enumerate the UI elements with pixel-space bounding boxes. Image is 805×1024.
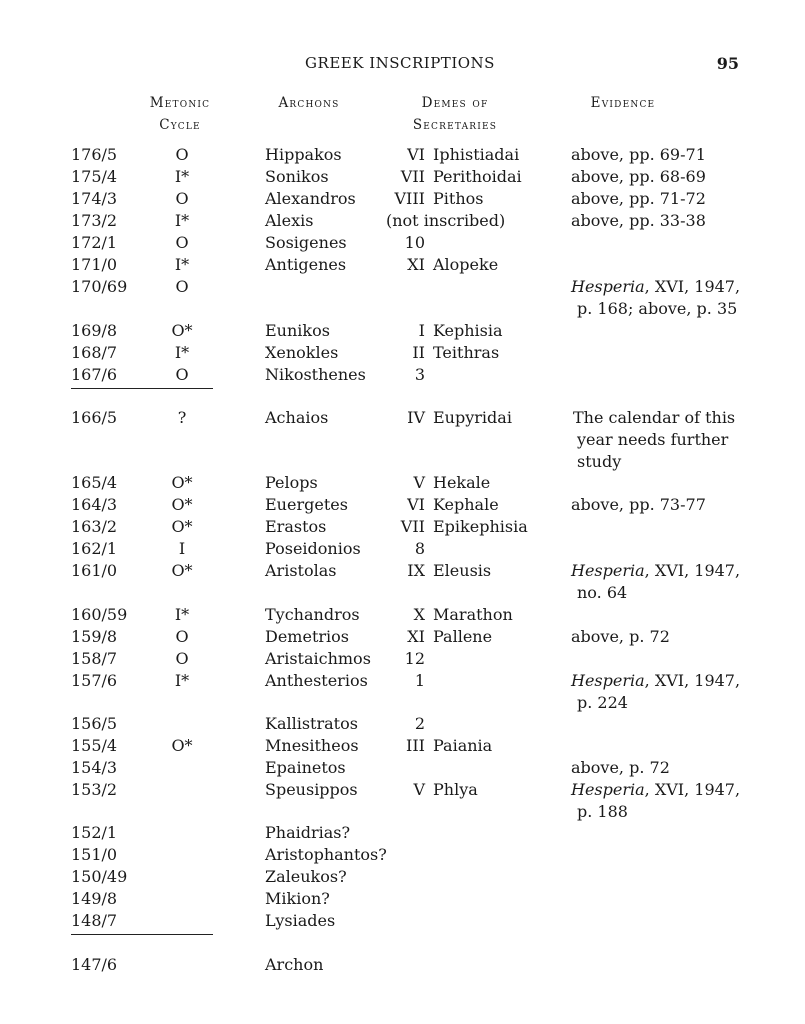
column-header-line: Secretaries <box>412 117 498 133</box>
table-row <box>0 144 805 166</box>
column-header-metonic-cycle <box>130 92 230 136</box>
table-row <box>0 276 805 298</box>
column-header-line: Metonic <box>149 95 211 111</box>
cycle-cell: O* <box>171 517 193 536</box>
journal-title: Hesperia <box>571 671 645 690</box>
deme-cell: Pallene <box>433 627 493 646</box>
tribe-number-cell: 1 <box>414 671 425 690</box>
year-cell: 168/7 <box>71 343 118 362</box>
archon-cell: Nikosthenes <box>265 365 366 384</box>
cycle-cell: ? <box>177 408 187 427</box>
table-row <box>0 735 805 757</box>
evidence-cell: above, pp. 33-38 <box>571 211 706 230</box>
cycle-cell: I* <box>174 605 190 624</box>
year-cell: 150/49 <box>71 867 128 886</box>
table-row <box>0 516 805 538</box>
archon-cell: Alexis <box>265 211 314 230</box>
table-row <box>0 364 805 386</box>
year-cell: 159/8 <box>71 627 118 646</box>
running-head <box>0 54 805 76</box>
tribe-number-cell: 2 <box>414 714 425 733</box>
table-row <box>0 648 805 670</box>
tribe-number-cell: VI <box>407 145 425 164</box>
evidence-cell: above, pp. 69-71 <box>571 145 706 164</box>
table-row <box>0 757 805 779</box>
page-title: GREEK INSCRIPTIONS <box>305 54 495 72</box>
column-header-evidence <box>575 92 671 114</box>
table-row <box>0 954 805 976</box>
column-header-line: Archons <box>278 95 340 111</box>
cycle-cell: I* <box>174 255 190 274</box>
year-cell: 162/1 <box>71 539 118 558</box>
table-row <box>0 472 805 494</box>
archon-cell: Euergetes <box>265 495 348 514</box>
deme-cell: Eupyridai <box>433 408 512 427</box>
year-cell: 148/7 <box>71 911 118 930</box>
tribe-number-cell: 8 <box>414 539 425 558</box>
year-cell: 164/3 <box>71 495 118 514</box>
deme-cell: Phlya <box>433 780 478 799</box>
tribe-number-cell: VII <box>400 517 425 536</box>
journal-title: Hesperia <box>571 277 645 296</box>
table-row <box>0 188 805 210</box>
year-cell: 154/3 <box>71 758 118 777</box>
year-cell: 158/7 <box>71 649 118 668</box>
year-cell: 160/59 <box>71 605 128 624</box>
tribe-number-cell: XI <box>407 627 425 646</box>
deme-cell: Epikephisia <box>433 517 528 536</box>
table-row-continuation <box>0 801 805 823</box>
year-cell: 166/5 <box>71 408 118 427</box>
table-row <box>0 232 805 254</box>
archon-cell: Epainetos <box>265 758 346 777</box>
year-cell: 157/6 <box>71 671 118 690</box>
cycle-cell: O* <box>171 321 193 340</box>
deme-cell: Iphistiadai <box>433 145 520 164</box>
cycle-cell: I* <box>174 671 190 690</box>
table-row <box>0 910 805 932</box>
evidence-cell: The calendar of this <box>573 408 736 427</box>
tribe-number-cell: 10 <box>404 233 425 252</box>
year-cell: 152/1 <box>71 823 118 842</box>
page-number: 95 <box>716 54 739 73</box>
column-header-demes <box>395 92 515 136</box>
year-cell: 171/0 <box>71 255 118 274</box>
year-cell: 163/2 <box>71 517 118 536</box>
year-cell: 172/1 <box>71 233 118 252</box>
archon-cell: Phaidrias? <box>265 823 351 842</box>
archon-cell: Zaleukos? <box>265 867 347 886</box>
evidence-cell <box>571 276 740 298</box>
year-cell: 156/5 <box>71 714 118 733</box>
evidence-cell: above, p. 72 <box>571 758 670 777</box>
column-header-line: Cycle <box>159 117 201 133</box>
tribe-number-cell: V <box>413 473 425 492</box>
evidence-cell: above, pp. 71-72 <box>571 189 706 208</box>
secretary-note-cell: (not inscribed) <box>386 211 506 230</box>
deme-cell: Pithos <box>433 189 484 208</box>
table-row <box>0 626 805 648</box>
evidence-cell <box>571 560 740 582</box>
archon-cell: Aristophantos? <box>265 845 387 864</box>
year-cell: 155/4 <box>71 736 118 755</box>
table-row <box>0 560 805 582</box>
tribe-number-cell: VIII <box>394 189 425 208</box>
archon-cell: Aristolas <box>265 561 337 580</box>
column-header-line: Evidence <box>590 95 656 111</box>
evidence-cell: p. 188 <box>577 802 628 821</box>
table-row <box>0 670 805 692</box>
table-row <box>0 254 805 276</box>
deme-cell: Kephale <box>433 495 499 514</box>
cycle-cell: I <box>178 539 186 558</box>
cycle-divider-rule <box>71 388 213 389</box>
tribe-number-cell: IX <box>407 561 425 580</box>
cycle-cell: O <box>175 649 189 668</box>
journal-title: Hesperia <box>571 780 645 799</box>
archon-cell: Erastos <box>265 517 327 536</box>
cycle-cell: O* <box>171 561 193 580</box>
year-cell: 176/5 <box>71 145 118 164</box>
archon-cell: Antigenes <box>265 255 347 274</box>
cycle-cell: O <box>175 145 189 164</box>
deme-cell: Eleusis <box>433 561 492 580</box>
deme-cell: Kephisia <box>433 321 503 340</box>
archon-cell: Speusippos <box>265 780 358 799</box>
archon-cell: Hippakos <box>265 145 342 164</box>
cycle-cell: O <box>175 277 189 296</box>
archon-cell: Kallistratos <box>265 714 358 733</box>
archon-cell: Aristaichmos <box>265 649 371 668</box>
evidence-cell: above, pp. 68-69 <box>571 167 706 186</box>
archon-cell: Mnesitheos <box>265 736 359 755</box>
table-row <box>0 494 805 516</box>
column-header-line: Demes of <box>421 95 489 111</box>
evidence-text: , XVI, 1947, <box>644 277 741 296</box>
archon-cell: Pelops <box>265 473 318 492</box>
cycle-cell: O* <box>171 495 193 514</box>
evidence-cell <box>571 779 740 801</box>
table-row-continuation <box>0 451 805 473</box>
archon-cell: Mikion? <box>265 889 330 908</box>
year-cell: 149/8 <box>71 889 118 908</box>
archon-cell: Anthesterios <box>265 671 368 690</box>
deme-cell: Alopeke <box>433 255 499 274</box>
year-cell: 151/0 <box>71 845 118 864</box>
table-row <box>0 779 805 801</box>
table-row-continuation <box>0 692 805 714</box>
deme-cell: Teithras <box>433 343 500 362</box>
cycle-cell: O <box>175 627 189 646</box>
year-cell: 167/6 <box>71 365 118 384</box>
tribe-number-cell: XI <box>407 255 425 274</box>
cycle-cell: I* <box>174 167 190 186</box>
table-row <box>0 210 805 232</box>
year-cell: 173/2 <box>71 211 118 230</box>
table-row <box>0 342 805 364</box>
year-cell: 175/4 <box>71 167 118 186</box>
archon-cell: Lysiades <box>265 911 336 930</box>
cycle-cell: I* <box>174 343 190 362</box>
archon-cell: Eunikos <box>265 321 330 340</box>
table-row <box>0 604 805 626</box>
year-cell: 174/3 <box>71 189 118 208</box>
table-row <box>0 822 805 844</box>
table-row <box>0 166 805 188</box>
cycle-cell: O <box>175 233 189 252</box>
evidence-cell <box>571 670 740 692</box>
evidence-cell: above, p. 72 <box>571 627 670 646</box>
evidence-cell: year needs further <box>577 430 729 449</box>
archon-cell: Poseidonios <box>265 539 361 558</box>
table-row <box>0 866 805 888</box>
archon-cell: Sosigenes <box>265 233 347 252</box>
cycle-cell: O <box>175 365 189 384</box>
evidence-cell: p. 224 <box>577 693 628 712</box>
tribe-number-cell: 3 <box>414 365 425 384</box>
tribe-number-cell: II <box>412 343 425 362</box>
cycle-cell: O* <box>171 736 193 755</box>
evidence-text: , XVI, 1947, <box>644 561 741 580</box>
archon-cell: Achaios <box>265 408 329 427</box>
archon-cell: Tychandros <box>265 605 360 624</box>
journal-title: Hesperia <box>571 561 645 580</box>
evidence-cell: p. 168; above, p. 35 <box>577 299 738 318</box>
cycle-divider-rule <box>71 934 213 935</box>
tribe-number-cell: I <box>418 321 425 340</box>
tribe-number-cell: X <box>413 605 425 624</box>
evidence-text: , XVI, 1947, <box>644 671 741 690</box>
column-header-archons <box>262 92 356 114</box>
archon-cell: Sonikos <box>265 167 329 186</box>
table-row-continuation <box>0 429 805 451</box>
year-cell: 153/2 <box>71 780 118 799</box>
evidence-cell: above, pp. 73-77 <box>571 495 706 514</box>
table-row <box>0 320 805 342</box>
tribe-number-cell: 12 <box>404 649 425 668</box>
year-cell: 147/6 <box>71 955 118 974</box>
tribe-number-cell: VI <box>407 495 425 514</box>
year-cell: 161/0 <box>71 561 118 580</box>
evidence-cell: study <box>577 452 622 471</box>
table-row <box>0 538 805 560</box>
year-cell: 170/69 <box>71 277 128 296</box>
tribe-number-cell: VII <box>400 167 425 186</box>
tribe-number-cell: IV <box>407 408 425 427</box>
archon-cell: Archon <box>265 955 324 974</box>
cycle-cell: O* <box>171 473 193 492</box>
evidence-text: , XVI, 1947, <box>644 780 741 799</box>
table-row <box>0 844 805 866</box>
table-row-continuation <box>0 582 805 604</box>
archon-cell: Alexandros <box>265 189 356 208</box>
deme-cell: Paiania <box>433 736 493 755</box>
deme-cell: Marathon <box>433 605 513 624</box>
table-row <box>0 713 805 735</box>
year-cell: 169/8 <box>71 321 118 340</box>
table-row-continuation <box>0 298 805 320</box>
tribe-number-cell: V <box>413 780 425 799</box>
cycle-cell: O <box>175 189 189 208</box>
archon-cell: Demetrios <box>265 627 349 646</box>
year-cell: 165/4 <box>71 473 118 492</box>
evidence-cell: no. 64 <box>577 583 628 602</box>
deme-cell: Hekale <box>433 473 491 492</box>
cycle-cell: I* <box>174 211 190 230</box>
table-row <box>0 407 805 429</box>
tribe-number-cell: III <box>406 736 425 755</box>
table-row <box>0 888 805 910</box>
archon-cell: Xenokles <box>265 343 339 362</box>
deme-cell: Perithoidai <box>433 167 522 186</box>
